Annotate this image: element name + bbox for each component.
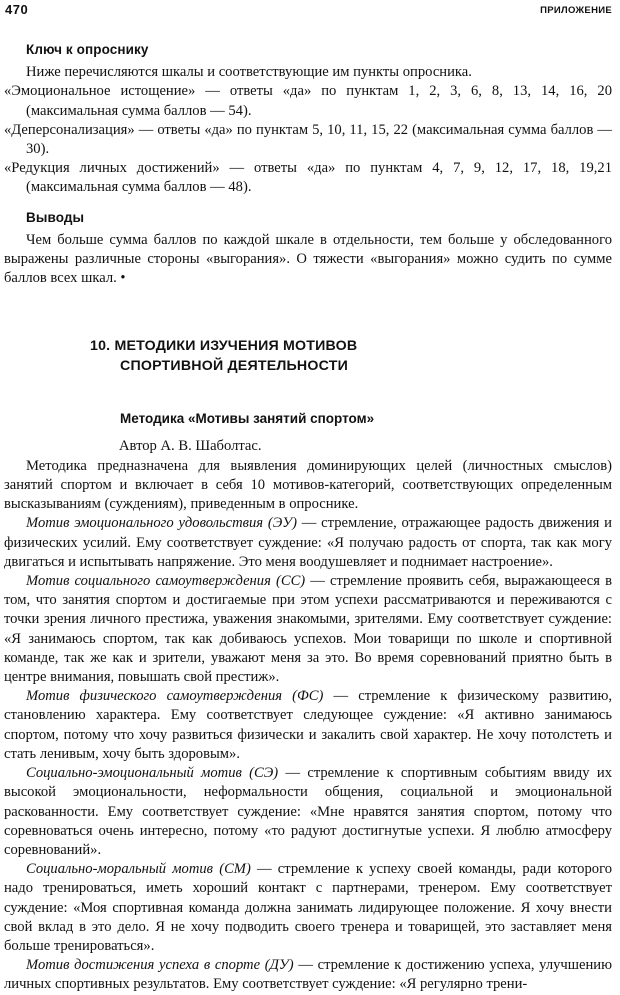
motive-paragraph: [4, 687, 612, 764]
motive-paragraph: [4, 956, 612, 994]
motive-text: — стремление к успеху своей команды, ради которого надо тренироваться, иметь хороший контакт с партнерами, тренером. Ему соответствует суждение: «Моя спортивная команда должна занимать лидирующее положение. Я хочу внести свой вклад в это дело. Я не хочу подводить своего тренера и товарищей, это заставляет меня больше тренироваться».: [4, 861, 612, 954]
motive-text: — стремление к спортивным событиям ввиду их высокой эмоциональности, неформальности общения, социальной и эмоциональной раскованности. Ему соответствует суждение: «Мне нравятся занятия спортом, потому что соревноваться очень интересно, потому «то радуют достигнутые успехи. Я люблю атмосферу соревнований».: [4, 765, 612, 858]
motive-name: Мотив эмоционального удовольствия (ЭУ): [26, 515, 297, 532]
motive-paragraph: [4, 860, 612, 956]
motive-text: — стремление, отражающее радость движения и физических усилий. Ему соответствует суждение: «Я получаю радость от спорта, так как могу двигаться и испытывать напряжение. Это меня воодушевляет и поднимает настроение».: [4, 515, 612, 570]
motive-name: Социально-моральный мотив (СМ): [26, 861, 251, 878]
conclusions-text: Чем больше сумма баллов по каждой шкале в отдельности, тем больше у обследованного выражены различные стороны «выгорания». О тяжести «выгорания» можно судить по сумме баллов всех шкал. •: [4, 231, 612, 287]
motive-name: Мотив физического самоутверждения (ФС): [26, 688, 324, 705]
key-item-emotional-exhaustion: «Эмоциональное истощение» — ответы «да» по пунктам 1, 2, 3, 6, 8, 13, 14, 16, 20 (максимальная сумма баллов — 54).: [4, 83, 612, 119]
method-author: Автор А. В. Шаболтас.: [119, 437, 262, 454]
page-number: 470: [5, 2, 29, 17]
key-item-depersonalization: «Деперсонализация» — ответы «да» по пунктам 5, 10, 11, 15, 22 (максимальная сумма баллов — 30).: [4, 121, 612, 158]
method-title: Методика «Мотивы занятий спортом»: [120, 411, 375, 427]
motive-text: — стремление проявить себя, выражающееся в том, что занятия спортом и достигаемые при этом успехи рассматриваются и переживаются с точки зрения личного престижа, уважения знакомыми, зрителями. Ему соответствует суждение: «Я занимаюсь спортом, так как добиваюсь успехов. Мои товарищи по школе и спортивной команде, так же как и зрители, уважают меня за это. Во время соревнований приятно быть в центре внимания, повышать свой престиж».: [4, 573, 612, 686]
motive-name: Мотив достижения успеха в спорте (ДУ): [26, 957, 294, 974]
page-body: [4, 36, 612, 995]
motive-name: Мотив социального самоутверждения (СС): [26, 573, 306, 590]
motive-text: — стремление к достижению успеха, улучшению личных спортивных результатов. Ему соответствует суждение: «Я регулярно трени-: [4, 957, 612, 993]
key-item-reduction: «Редукция личных достижений» — ответы «да» по пунктам 4, 7, 9, 12, 17, 18, 19,21 (максимальная сумма баллов — 48).: [4, 160, 612, 196]
chapter-heading: [4, 336, 612, 376]
key-section-intro: Ниже перечисляются шкалы и соответствующие им пункты опросника.: [26, 64, 472, 81]
motive-paragraph: [4, 764, 612, 860]
motive-text: — стремление к физическому развитию, становлению характера. Ему соответствует следующее суждение: «Я активно занимаюсь спортом, потому что хочу развиться физически и закалить свой характер. Не хочу потолстеть и стать ленивым, хочу быть здоровым».: [4, 688, 612, 762]
chapter-number: 10.: [90, 338, 111, 355]
motive-paragraph: [4, 572, 612, 687]
conclusions-title: Выводы: [26, 209, 85, 225]
chapter-title-line1: МЕТОДИКИ ИЗУЧЕНИЯ МОТИВОВ: [114, 338, 358, 355]
key-section-title: Ключ к опроснику: [26, 42, 149, 57]
chapter-title-line2: СПОРТИВНОЙ ДЕЯТЕЛЬНОСТИ: [120, 358, 348, 375]
method-intro: Методика предназначена для выявления доминирующих целей (личностных смыслов) занятий спортом и включает в себя 10 мотивов-категорий, соответствующих определенным высказываниям (суждениям), приведенным в опроснике.: [4, 457, 612, 513]
running-title: ПРИЛОЖЕНИЕ: [540, 5, 612, 16]
motive-name: Социально-эмоциональный мотив (СЭ): [26, 765, 279, 782]
motive-paragraph: [4, 514, 612, 572]
